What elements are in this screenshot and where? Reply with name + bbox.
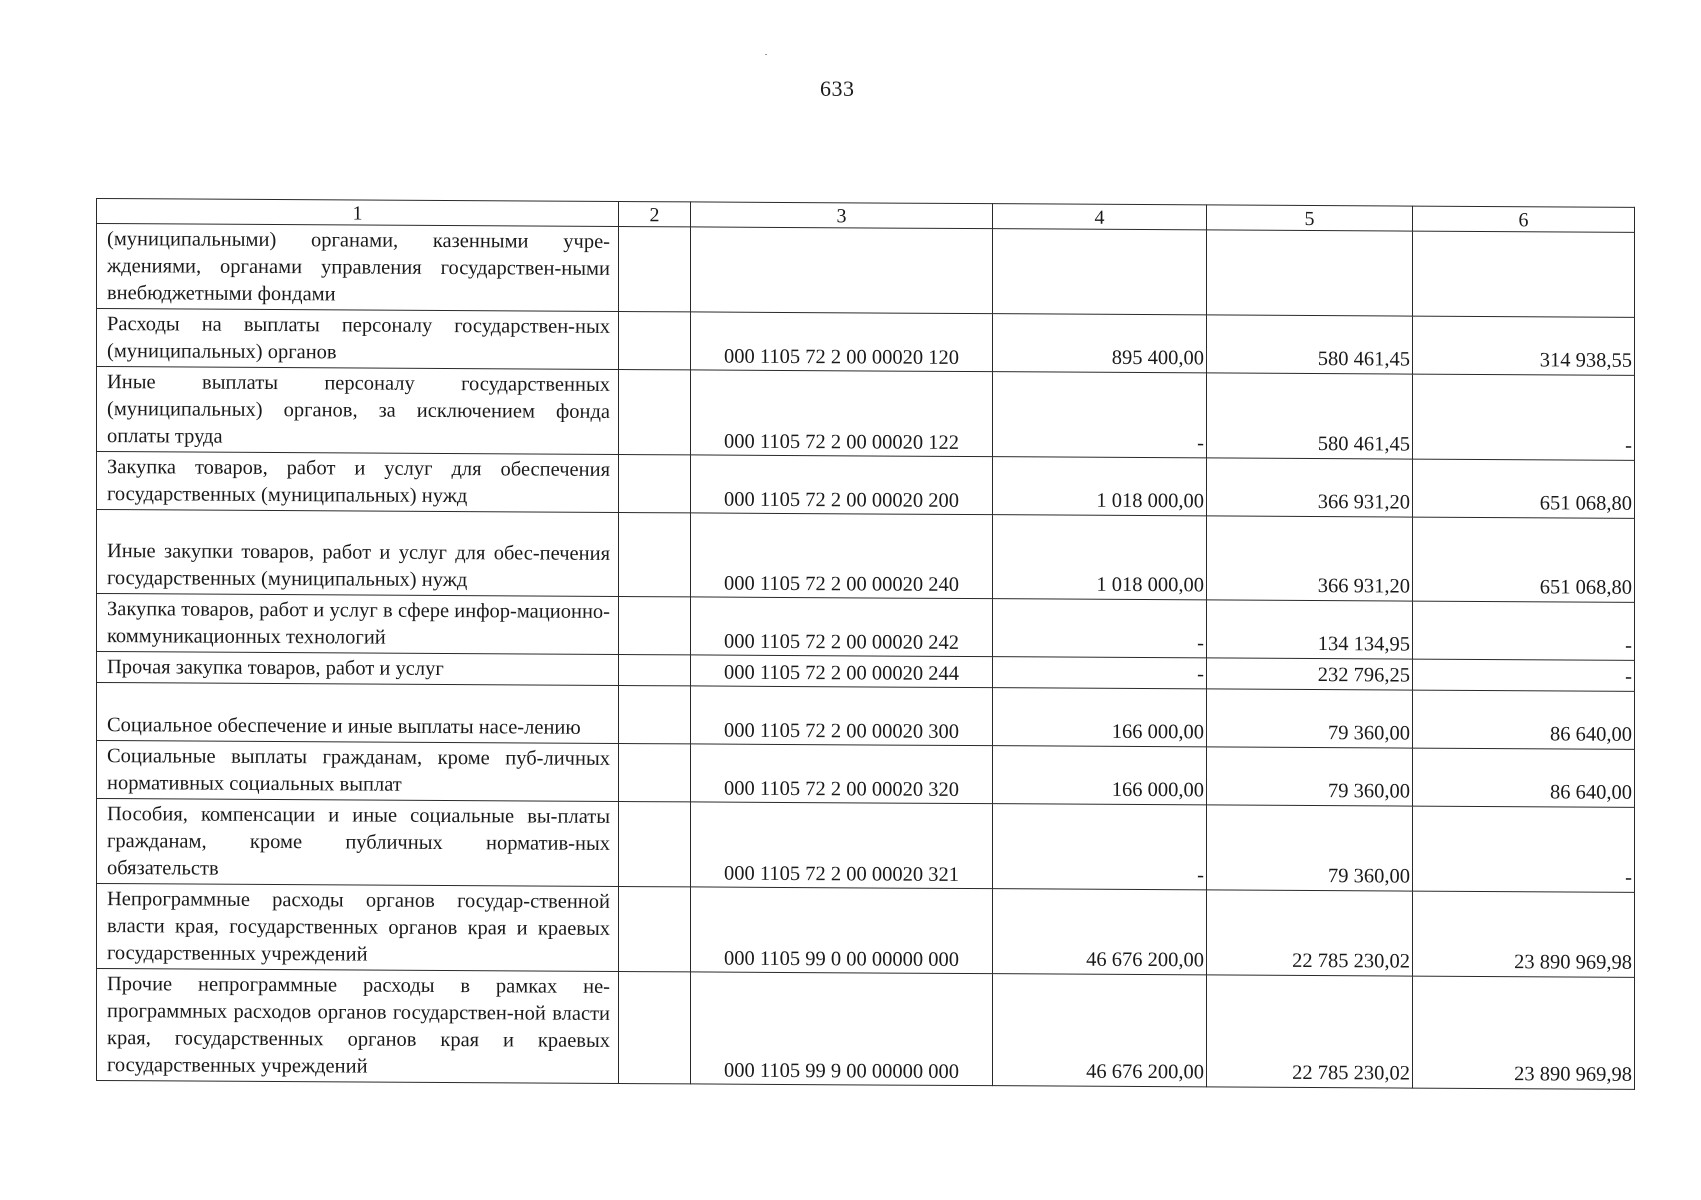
row-col6-cell: 23 890 969,98	[1413, 976, 1635, 1089]
row-col4-cell: 46 676 200,00	[993, 974, 1207, 1087]
row-col2-cell	[619, 370, 691, 455]
row-code-cell: 000 1105 72 2 00 00020 120	[691, 312, 993, 372]
row-code-cell: 000 1105 72 2 00 00020 320	[691, 744, 993, 804]
row-col6-cell: -	[1413, 601, 1635, 660]
row-col2-cell	[619, 455, 691, 513]
row-col6-cell: -	[1413, 806, 1635, 892]
row-col5-cell: 79 360,00	[1207, 805, 1413, 891]
table-row	[97, 510, 1635, 603]
row-name-cell: Иные выплаты персоналу государственных (муниципальных) органов, за исключением фонда оплаты труда	[97, 367, 619, 455]
row-name-cell: Закупка товаров, работ и услуг для обеспечения государственных (муниципальных) нужд	[97, 452, 619, 513]
row-name-cell: Иные закупки товаров, работ и услуг для обес-печения государственных (муниципальных) нужд	[97, 510, 619, 597]
row-col4-cell: -	[993, 599, 1207, 658]
page-number: 633	[820, 76, 855, 101]
row-col5-cell: 22 785 230,02	[1207, 890, 1413, 976]
row-col2-cell	[619, 513, 691, 597]
row-code-cell: 000 1105 72 2 00 00020 240	[691, 513, 993, 599]
row-col2-cell	[619, 972, 691, 1084]
budget-table	[96, 198, 1635, 1090]
row-col4-cell: 46 676 200,00	[993, 889, 1207, 975]
row-col2-cell	[619, 227, 691, 312]
row-col4-cell: 166 000,00	[993, 688, 1207, 747]
column-header-3: 3	[691, 202, 993, 229]
row-col2-cell	[619, 312, 691, 370]
row-col6-cell	[1413, 231, 1635, 317]
row-col4-cell: -	[993, 657, 1207, 689]
row-col2-cell	[619, 802, 691, 887]
table-row	[97, 799, 1635, 893]
row-col5-cell: 22 785 230,02	[1207, 975, 1413, 1088]
scan-speck	[765, 54, 767, 55]
column-header-5: 5	[1207, 205, 1413, 231]
row-col6-cell: 651 068,80	[1413, 517, 1635, 602]
row-code-cell: 000 1105 72 2 00 00020 300	[691, 686, 993, 746]
table-row	[97, 224, 1635, 318]
row-col2-cell	[619, 597, 691, 655]
row-code-cell: 000 1105 99 9 00 00000 000	[691, 972, 993, 1086]
column-header-6: 6	[1413, 206, 1635, 232]
table-row	[97, 452, 1635, 519]
row-col2-cell	[619, 744, 691, 802]
row-col4-cell: 1 018 000,00	[993, 457, 1207, 516]
row-col6-cell: 86 640,00	[1413, 748, 1635, 807]
row-code-cell: 000 1105 99 0 00 00000 000	[691, 887, 993, 974]
row-col5-cell: 366 931,20	[1207, 458, 1413, 517]
table-row	[97, 594, 1635, 661]
row-col6-cell: -	[1413, 659, 1635, 691]
table-row	[97, 309, 1635, 376]
row-col5-cell: 79 360,00	[1207, 747, 1413, 806]
row-col4-cell: -	[993, 804, 1207, 890]
row-col2-cell	[619, 887, 691, 972]
row-col2-cell	[619, 686, 691, 744]
row-code-cell: 000 1105 72 2 00 00020 200	[691, 455, 993, 515]
row-col4-cell: 895 400,00	[993, 314, 1207, 373]
row-code-cell: 000 1105 72 2 00 00020 321	[691, 802, 993, 889]
table-row	[97, 683, 1635, 750]
column-header-1: 1	[97, 199, 619, 227]
row-name-cell: Социальные выплаты гражданам, кроме пуб-личных нормативных социальных выплат	[97, 741, 619, 802]
row-code-cell	[691, 227, 993, 314]
table-row	[97, 969, 1635, 1090]
row-col4-cell: 166 000,00	[993, 746, 1207, 805]
row-col5-cell	[1207, 230, 1413, 316]
row-name-cell: Прочая закупка товаров, работ и услуг	[97, 652, 619, 686]
row-code-cell: 000 1105 72 2 00 00020 244	[691, 655, 993, 688]
row-name-cell: Пособия, компенсации и иные социальные вы-платы гражданам, кроме публичных норматив-ных обязательств	[97, 799, 619, 887]
table-row	[97, 367, 1635, 461]
row-name-cell: Прочие непрограммные расходы в рамках не-программных расходов органов государствен-ной власти края, государственных органов края и краевых государственных учреждений	[97, 969, 619, 1084]
row-col4-cell: -	[993, 372, 1207, 458]
row-col4-cell	[993, 229, 1207, 315]
row-name-cell: Расходы на выплаты персоналу государствен-ных (муниципальных) органов	[97, 309, 619, 370]
column-header-4: 4	[993, 204, 1207, 230]
row-col5-cell: 232 796,25	[1207, 658, 1413, 690]
row-col4-cell: 1 018 000,00	[993, 515, 1207, 600]
row-name-cell: (муниципальными) органами, казенными учре-ждениями, органами управления государствен-ными внебюджетными фондами	[97, 224, 619, 312]
row-col6-cell: -	[1413, 374, 1635, 460]
row-name-cell: Непрограммные расходы органов государ-ственной власти края, государственных органов края и краевых государственных учреждений	[97, 884, 619, 972]
column-header-2: 2	[619, 202, 691, 227]
row-col5-cell: 134 134,95	[1207, 600, 1413, 659]
row-col2-cell	[619, 655, 691, 686]
row-col5-cell: 366 931,20	[1207, 516, 1413, 601]
row-col5-cell: 79 360,00	[1207, 689, 1413, 748]
row-col6-cell: 651 068,80	[1413, 459, 1635, 518]
budget-table-wrapper	[96, 198, 1634, 1090]
row-col6-cell: 23 890 969,98	[1413, 891, 1635, 977]
row-col5-cell: 580 461,45	[1207, 373, 1413, 459]
table-body	[97, 224, 1635, 1090]
row-code-cell: 000 1105 72 2 00 00020 122	[691, 370, 993, 457]
row-col6-cell: 314 938,55	[1413, 316, 1635, 375]
row-code-cell: 000 1105 72 2 00 00020 242	[691, 597, 993, 657]
table-row	[97, 884, 1635, 978]
row-col5-cell: 580 461,45	[1207, 315, 1413, 374]
row-name-cell: Закупка товаров, работ и услуг в сфере инфор-мационно-коммуникационных технологий	[97, 594, 619, 655]
table-row	[97, 741, 1635, 808]
row-col6-cell: 86 640,00	[1413, 690, 1635, 749]
row-name-cell: Социальное обеспечение и иные выплаты насе-лению	[97, 683, 619, 744]
